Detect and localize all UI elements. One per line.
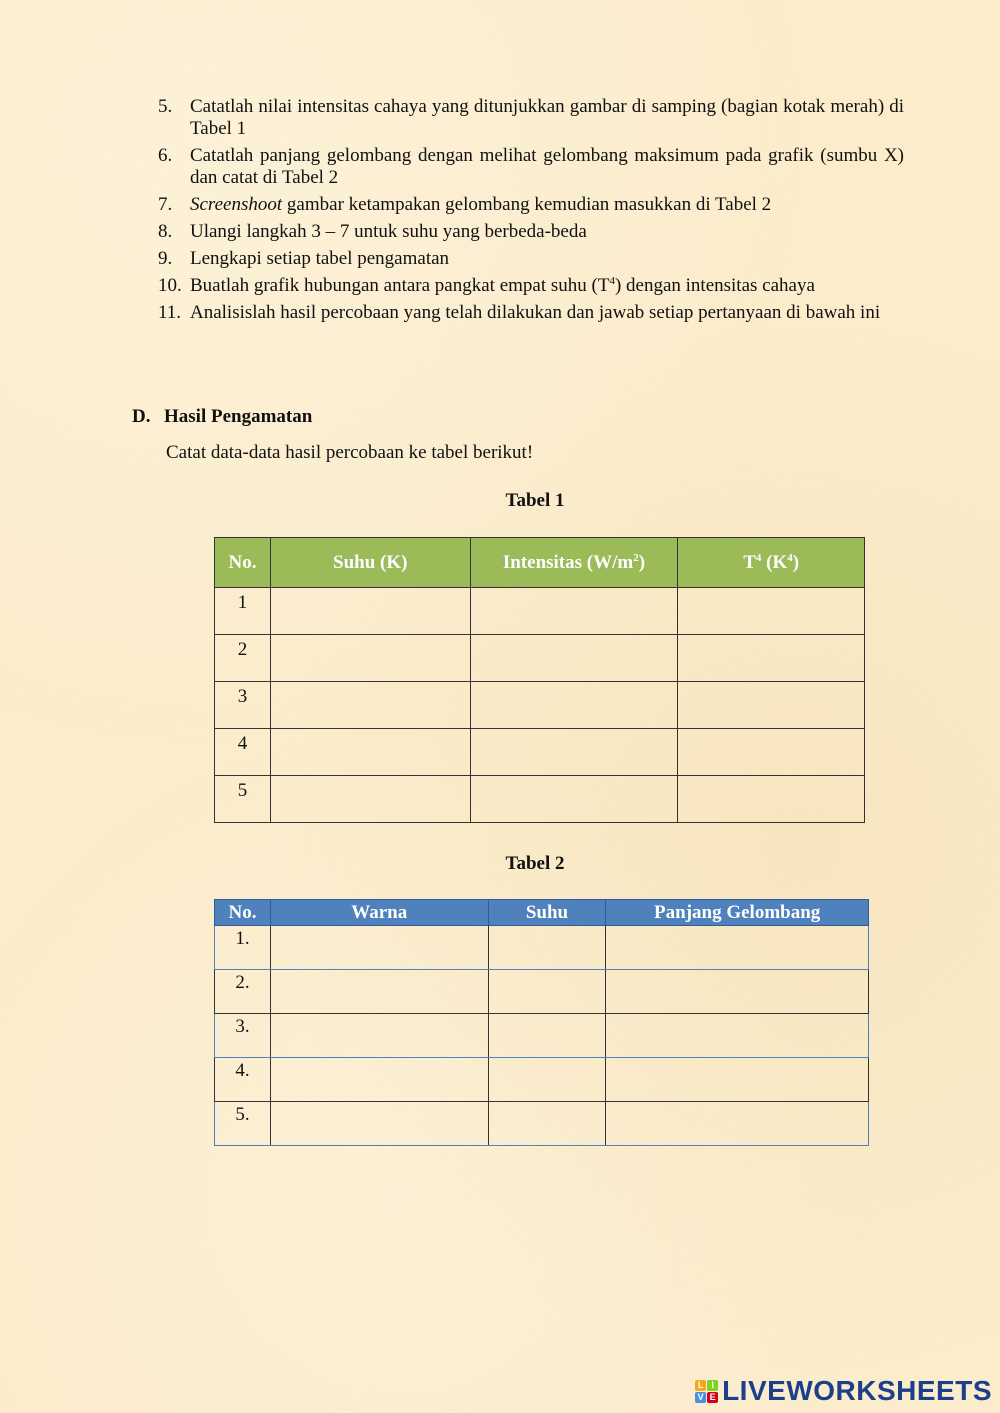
row-number: 2 xyxy=(215,635,271,682)
warna-cell[interactable] xyxy=(270,1014,488,1058)
procedure-steps xyxy=(158,96,904,329)
header-t4-a: T xyxy=(743,551,756,573)
table2 xyxy=(214,899,869,1146)
table1 xyxy=(214,537,865,823)
t4-cell[interactable] xyxy=(678,776,865,823)
step-9 xyxy=(158,248,904,270)
table2-header-row xyxy=(215,900,869,926)
row-number: 2. xyxy=(215,970,271,1014)
row-number: 3 xyxy=(215,682,271,729)
section-title: Hasil Pengamatan xyxy=(164,406,313,427)
warna-cell[interactable] xyxy=(270,970,488,1014)
header-no: No. xyxy=(215,900,271,926)
warna-cell[interactable] xyxy=(270,926,488,970)
table-row xyxy=(215,682,865,729)
table-row xyxy=(215,588,865,635)
header-intensitas-a: Intensitas (W/m xyxy=(502,551,634,573)
header-t4-b: (K xyxy=(761,551,788,573)
table-row xyxy=(215,729,865,776)
step-number: 9. xyxy=(158,248,173,269)
suhu-cell[interactable] xyxy=(270,729,470,776)
intensitas-cell[interactable] xyxy=(470,635,678,682)
table-row xyxy=(215,635,865,682)
step-text: Ulangi langkah 3 – 7 untuk suhu yang berbeda-beda xyxy=(190,221,587,242)
table1-caption: Tabel 1 xyxy=(505,490,565,511)
section-intro: Catat data-data hasil percobaan ke tabel berikut! xyxy=(166,442,534,463)
liveworksheets-logo-icon xyxy=(695,1380,718,1403)
step-number: 5. xyxy=(158,96,173,117)
row-number: 1. xyxy=(215,926,271,970)
header-panjang-gelombang: Panjang Gelombang xyxy=(606,900,869,926)
logo-tile: L xyxy=(695,1380,706,1391)
step-number: 8. xyxy=(158,221,173,242)
step-text-b: ) dengan intensitas cahaya xyxy=(614,275,815,296)
brand-text: LIVEWORKSHEETS xyxy=(722,1375,992,1406)
t4-cell[interactable] xyxy=(678,635,865,682)
step-number: 10. xyxy=(158,275,182,296)
panjang-gelombang-cell[interactable] xyxy=(606,926,869,970)
step-text: Catatlah panjang gelombang dengan melihat gelombang maksimum pada grafik (sumbu X) dan catat di Tabel 2 xyxy=(190,145,904,188)
step-10 xyxy=(158,275,904,297)
warna-cell[interactable] xyxy=(270,1102,488,1146)
t4-cell[interactable] xyxy=(678,729,865,776)
warna-cell[interactable] xyxy=(270,1058,488,1102)
header-t4-c: ) xyxy=(792,551,800,573)
row-number: 5. xyxy=(215,1102,271,1146)
header-intensitas xyxy=(470,538,678,588)
table2-caption: Tabel 2 xyxy=(505,853,565,874)
step-text-italic: Screenshoot xyxy=(190,194,283,215)
liveworksheets-brand[interactable] xyxy=(695,1375,992,1407)
table-row xyxy=(215,1014,869,1058)
suhu-cell[interactable] xyxy=(488,1058,606,1102)
header-intensitas-b: ) xyxy=(638,551,646,573)
suhu-cell[interactable] xyxy=(488,1102,606,1146)
suhu-cell[interactable] xyxy=(488,1014,606,1058)
row-number: 1 xyxy=(215,588,271,635)
row-number: 3. xyxy=(215,1014,271,1058)
table-row xyxy=(215,926,869,970)
intensitas-cell[interactable] xyxy=(470,729,678,776)
header-t4 xyxy=(678,538,865,588)
logo-tile: I xyxy=(707,1380,718,1391)
table-row xyxy=(215,970,869,1014)
t4-cell[interactable] xyxy=(678,682,865,729)
t4-cell[interactable] xyxy=(678,588,865,635)
suhu-cell[interactable] xyxy=(488,926,606,970)
header-suhu: Suhu (K) xyxy=(270,538,470,588)
suhu-cell[interactable] xyxy=(270,635,470,682)
step-number: 11. xyxy=(158,302,182,323)
header-warna: Warna xyxy=(270,900,488,926)
step-number: 7. xyxy=(158,194,173,215)
header-suhu: Suhu xyxy=(488,900,606,926)
step-5 xyxy=(158,96,904,140)
intensitas-cell[interactable] xyxy=(470,682,678,729)
step-text xyxy=(190,275,904,297)
panjang-gelombang-cell[interactable] xyxy=(606,970,869,1014)
panjang-gelombang-cell[interactable] xyxy=(606,1102,869,1146)
header-intensitas-sup: 2 xyxy=(633,551,639,564)
header-t4-sup1: 4 xyxy=(755,551,762,564)
step-text: Catatlah nilai intensitas cahaya yang ditunjukkan gambar di samping (bagian kotak merah) di Tabel 1 xyxy=(190,96,904,139)
row-number: 4 xyxy=(215,729,271,776)
panjang-gelombang-cell[interactable] xyxy=(606,1014,869,1058)
logo-tile: V xyxy=(695,1392,706,1403)
step-number: 6. xyxy=(158,145,173,166)
step-text-rest: gambar ketampakan gelombang kemudian masukkan di Tabel 2 xyxy=(282,194,772,215)
step-text: Analisislah hasil percobaan yang telah dilakukan dan jawab setiap pertanyaan di bawah ini xyxy=(190,302,881,323)
step-6 xyxy=(158,145,904,189)
step-7 xyxy=(158,194,904,216)
panjang-gelombang-cell[interactable] xyxy=(606,1058,869,1102)
table1-header-row xyxy=(215,538,865,588)
suhu-cell[interactable] xyxy=(270,682,470,729)
row-number: 5 xyxy=(215,776,271,823)
intensitas-cell[interactable] xyxy=(470,776,678,823)
table-row xyxy=(215,1102,869,1146)
header-no: No. xyxy=(215,538,271,588)
row-number: 4. xyxy=(215,1058,271,1102)
suhu-cell[interactable] xyxy=(270,588,470,635)
logo-tile: E xyxy=(707,1392,718,1403)
suhu-cell[interactable] xyxy=(488,970,606,1014)
step-text-sup: 4 xyxy=(609,275,615,287)
step-text: Lengkapi setiap tabel pengamatan xyxy=(190,248,450,269)
step-text-a: Buatlah grafik hubungan antara pangkat empat suhu (T xyxy=(190,275,610,296)
step-11 xyxy=(158,302,904,324)
table-row xyxy=(215,776,865,823)
table-row xyxy=(215,1058,869,1102)
section-letter: D. xyxy=(132,406,151,427)
header-t4-sup2: 4 xyxy=(787,551,793,564)
intensitas-cell[interactable] xyxy=(470,588,678,635)
section-heading xyxy=(132,406,312,428)
step-text xyxy=(190,194,904,216)
step-8 xyxy=(158,221,904,243)
suhu-cell[interactable] xyxy=(270,776,470,823)
